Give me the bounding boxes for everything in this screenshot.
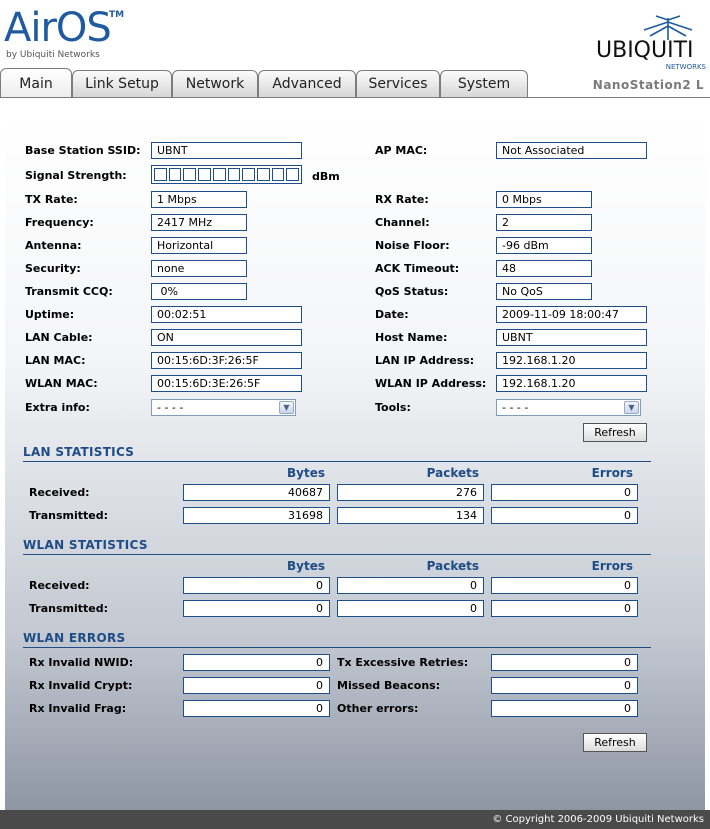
- lan-cable-label: LAN Cable:: [25, 331, 93, 344]
- qos-status-label: QoS Status:: [375, 285, 449, 298]
- qos-status-value: No QoS: [496, 283, 592, 300]
- wlan-col-bytes: Bytes: [287, 559, 325, 573]
- wlan-transmitted-bytes: 0: [183, 600, 330, 617]
- tx-excessive-retries-label: Tx Excessive Retries:: [337, 656, 469, 669]
- extra-info-select[interactable]: [151, 399, 296, 416]
- wlan-received-errors: 0: [491, 577, 638, 594]
- date-label: Date:: [375, 308, 409, 321]
- wlan-mac-label: WLAN MAC:: [25, 377, 98, 390]
- date-value: 2009-11-09 18:00:47: [496, 306, 647, 323]
- signal-bar-segment: [242, 168, 255, 181]
- section-divider: [23, 647, 651, 648]
- tx-rate-value: 1 Mbps: [151, 191, 247, 208]
- lan-col-packets: Packets: [426, 466, 479, 480]
- other-errors-label: Other errors:: [337, 702, 419, 715]
- security-label: Security:: [25, 262, 81, 275]
- wlan-received-packets: 0: [337, 577, 484, 594]
- antenna-value: Horizontal: [151, 237, 247, 254]
- lan-col-bytes: Bytes: [287, 466, 325, 480]
- uptime-value: 00:02:51: [151, 306, 302, 323]
- ap-mac-label: AP MAC:: [375, 144, 428, 157]
- noise-floor-value: -96 dBm: [496, 237, 592, 254]
- ack-timeout-value: 48: [496, 260, 592, 277]
- signal-strength-meter: [151, 165, 302, 184]
- tab-system[interactable]: System: [440, 70, 528, 97]
- frequency-label: Frequency:: [25, 216, 94, 229]
- lan-received-bytes: 40687: [183, 484, 330, 501]
- host-name-value: UBNT: [496, 329, 647, 346]
- tab-advanced[interactable]: Advanced: [258, 70, 356, 97]
- signal-bar-segment: [198, 168, 211, 181]
- transmit-ccq-label: Transmit CCQ:: [25, 285, 113, 298]
- extra-info-label: Extra info:: [25, 401, 90, 414]
- rx-invalid-nwid-label: Rx Invalid NWID:: [29, 656, 134, 669]
- wlan-ip-label: WLAN IP Address:: [375, 377, 487, 390]
- wlan-ip-value: 192.168.1.20: [496, 375, 647, 392]
- signal-unit: dBm: [312, 170, 340, 183]
- airos-logo: [4, 5, 125, 60]
- lan-transmitted-bytes: 31698: [183, 507, 330, 524]
- signal-bar-segment: [213, 168, 226, 181]
- signal-strength-label: Signal Strength:: [25, 169, 127, 182]
- ubiquiti-logo-sub: NETWORKS: [665, 63, 706, 71]
- signal-bar-segment: [286, 168, 299, 181]
- wlan-received-label: Received:: [29, 579, 90, 592]
- signal-bar-segment: [154, 168, 167, 181]
- tab-main[interactable]: Main: [0, 68, 72, 98]
- lan-received-label: Received:: [29, 486, 90, 499]
- noise-floor-label: Noise Floor:: [375, 239, 450, 252]
- base-ssid-label: Base Station SSID:: [25, 144, 141, 157]
- wlan-mac-value: 00:15:6D:3E:26:5F: [151, 375, 302, 392]
- rx-invalid-frag-value: 0: [183, 700, 330, 717]
- other-errors-value: 0: [491, 700, 638, 717]
- airos-byline: by Ubiquiti Networks: [6, 50, 100, 60]
- rx-rate-label: RX Rate:: [375, 193, 429, 206]
- tab-link-setup[interactable]: Link Setup: [72, 70, 172, 97]
- missed-beacons-label: Missed Beacons:: [337, 679, 441, 692]
- lan-mac-label: LAN MAC:: [25, 354, 86, 367]
- lan-transmitted-label: Transmitted:: [29, 509, 109, 522]
- rx-rate-value: 0 Mbps: [496, 191, 592, 208]
- ack-timeout-label: ACK Timeout:: [375, 262, 460, 275]
- tab-divider: [0, 97, 710, 98]
- main-tabs: [0, 70, 600, 98]
- lan-ip-label: LAN IP Address:: [375, 354, 475, 367]
- ubiquiti-logo-text: UBIQUITI: [596, 38, 694, 63]
- tx-rate-label: TX Rate:: [25, 193, 78, 206]
- base-ssid-value: UBNT: [151, 142, 302, 159]
- wlan-col-errors: Errors: [591, 559, 633, 573]
- security-value: none: [151, 260, 247, 277]
- channel-value: 2: [496, 214, 592, 231]
- lan-transmitted-errors: 0: [491, 507, 638, 524]
- status-panel: [5, 115, 705, 810]
- tools-select[interactable]: [496, 399, 641, 416]
- signal-bar-segment: [169, 168, 182, 181]
- signal-bar-segment: [257, 168, 270, 181]
- lan-col-errors: Errors: [591, 466, 633, 480]
- section-divider: [23, 554, 651, 555]
- tools-label: Tools:: [375, 401, 411, 414]
- airos-trademark: TM: [109, 10, 125, 20]
- extra-info-selected: - - - -: [157, 401, 184, 414]
- rx-invalid-frag-label: Rx Invalid Frag:: [29, 702, 127, 715]
- airos-logo-text: AirOS: [4, 5, 111, 51]
- lan-cable-value: ON: [151, 329, 302, 346]
- rx-invalid-nwid-value: 0: [183, 654, 330, 671]
- wlan-errors-title: WLAN ERRORS: [23, 631, 126, 645]
- lan-received-packets: 276: [337, 484, 484, 501]
- wlan-transmitted-packets: 0: [337, 600, 484, 617]
- transmit-ccq-value: 0%: [151, 283, 247, 300]
- wlan-transmitted-errors: 0: [491, 600, 638, 617]
- ubiquiti-logo: [592, 14, 710, 74]
- tools-selected: - - - -: [502, 401, 529, 414]
- page-footer: [0, 810, 710, 829]
- frequency-value: 2417 MHz: [151, 214, 247, 231]
- ap-mac-value: Not Associated: [496, 142, 647, 159]
- tab-services[interactable]: Services: [356, 70, 440, 97]
- lan-mac-value: 00:15:6D:3F:26:5F: [151, 352, 302, 369]
- channel-label: Channel:: [375, 216, 430, 229]
- uptime-label: Uptime:: [25, 308, 75, 321]
- device-model: NanoStation2 L: [592, 78, 704, 92]
- tx-excessive-retries-value: 0: [491, 654, 638, 671]
- missed-beacons-value: 0: [491, 677, 638, 694]
- rx-invalid-crypt-label: Rx Invalid Crypt:: [29, 679, 133, 692]
- section-divider: [23, 461, 651, 462]
- antenna-label: Antenna:: [25, 239, 82, 252]
- lan-received-errors: 0: [491, 484, 638, 501]
- chevron-down-icon[interactable]: ▼: [624, 401, 639, 414]
- lan-transmitted-packets: 134: [337, 507, 484, 524]
- refresh-errors-button[interactable]: Refresh: [583, 733, 647, 752]
- rx-invalid-crypt-value: 0: [183, 677, 330, 694]
- signal-bar-segment: [228, 168, 241, 181]
- wlan-received-bytes: 0: [183, 577, 330, 594]
- tab-network[interactable]: Network: [172, 70, 258, 97]
- wlan-col-packets: Packets: [426, 559, 479, 573]
- lan-statistics-title: LAN STATISTICS: [23, 445, 135, 459]
- signal-bar-segment: [272, 168, 285, 181]
- refresh-status-button[interactable]: Refresh: [583, 423, 647, 442]
- wlan-statistics-title: WLAN STATISTICS: [23, 538, 148, 552]
- copyright-text: © Copyright 2006-2009 Ubiquiti Networks: [492, 814, 704, 825]
- wlan-transmitted-label: Transmitted:: [29, 602, 109, 615]
- lan-ip-value: 192.168.1.20: [496, 352, 647, 369]
- signal-bar-segment: [183, 168, 196, 181]
- host-name-label: Host Name:: [375, 331, 448, 344]
- chevron-down-icon[interactable]: ▼: [279, 401, 294, 414]
